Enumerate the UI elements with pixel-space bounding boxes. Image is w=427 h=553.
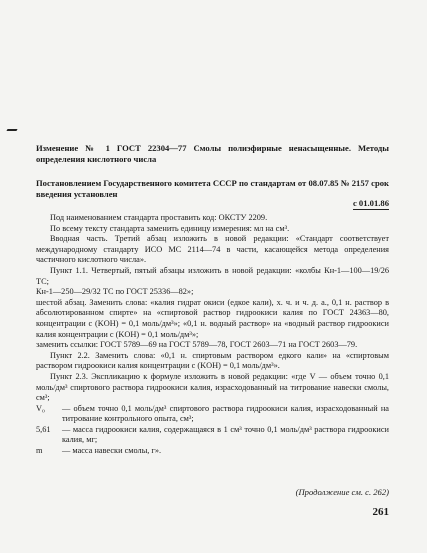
definition-text: — объем точно 0,1 моль/дм³ спиртового раствора гидроокиси калия, израсходованный на титрование контрольного опыта, см³; xyxy=(62,403,389,424)
paragraph: шестой абзац. Заменить слова: «калия гидрат окиси (едкое кали), х. ч. и ч. д. а., 0,1 н. раствор в абсолютированном спирте» на «спиртовой раствор гидроокиси калия по ГОСТ 24363—80, концентрации с (KOH) = 0,1 моль/дм³»; «0,1 н. водный раствор» на «водный раствор гидроокиси калия концентрации с (KOH) = 0,1 моль/дм³»; xyxy=(36,297,389,339)
paragraph: Пункт 2.2. Заменить слова: «0,1 н. спиртовым раствором едкого кали» на «спиртовым раствором гидроокиси калия концентрации с (KOH) = 0,1 моль/дм³». xyxy=(36,350,389,371)
margin-mark xyxy=(6,129,17,131)
definition-term: 5,61 xyxy=(36,424,51,434)
definition-term: V₀ xyxy=(36,403,45,413)
paragraph: Пункт 1.1. Четвертый, пятый абзацы изложить в новой редакции: «колбы Кн-1—100—19/26 ТС; xyxy=(36,265,389,286)
effective-date: с 01.01.86 xyxy=(352,198,389,208)
paragraph: Кн-1—250—29/32 ТС по ГОСТ 25336—82»; xyxy=(36,287,194,297)
document-body xyxy=(36,213,389,457)
definition-term: m xyxy=(36,446,43,456)
paragraph: Вводная часть. Третий абзац изложить в новой редакции: «Стандарт соответствует международному стандарту ИСО МС 2114—74 в части, касающейся метода определения частичного кислотного числа». xyxy=(36,234,389,265)
continuation-note: (Продолжение см. с. 262) xyxy=(295,487,389,497)
definition-item xyxy=(36,446,389,457)
paragraph: заменить ссылки: ГОСТ 5789—69 на ГОСТ 5789—78, ГОСТ 2603—71 на ГОСТ 2603—79. xyxy=(36,340,358,350)
decree-text: Постановлением Государственного комитета СССР по стандартам от 08.07.85 № 2157 срок введения установлен xyxy=(36,178,389,199)
paragraph: Под наименованием стандарта проставить код: ОКСТУ 2209. xyxy=(50,213,268,222)
paragraph: По всему тексту стандарта заменить единицу измерения: мл на см³. xyxy=(50,223,290,233)
formula-definitions xyxy=(36,404,389,457)
definition-item xyxy=(36,425,389,446)
definition-item xyxy=(36,404,389,425)
amendment-title: Изменение № 1 ГОСТ 22304—77 Смолы полиэфирные ненасыщенные. Методы определения кислотного числа xyxy=(36,143,389,164)
definition-text: — масса гидроокиси калия, содержащаяся в 1 см³ точно 0,1 моль/дм³ раствора гидроокиси калия, мг; xyxy=(62,424,389,445)
paragraph: Пункт 2.3. Экспликацию к формуле изложить в новой редакции: «где V — объем точно 0,1 моль/дм³ спиртового раствора гидроокиси калия, израсходованный на титрование навески смолы, см³; xyxy=(36,371,389,403)
page-number: 261 xyxy=(372,506,389,518)
definition-text: — масса навески смолы, г». xyxy=(62,446,162,456)
